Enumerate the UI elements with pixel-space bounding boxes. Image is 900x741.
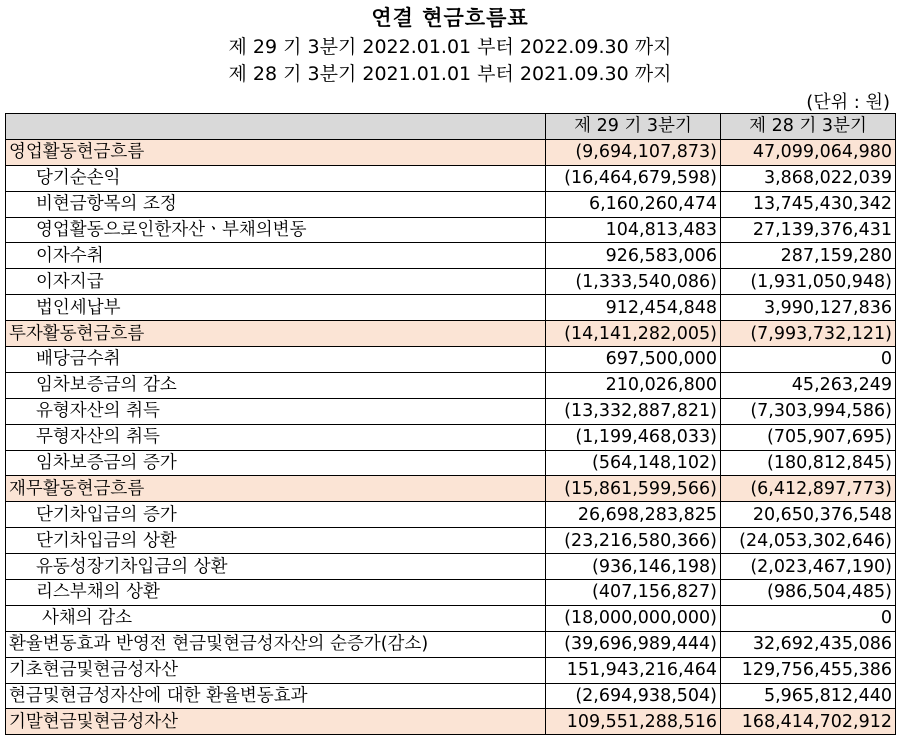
column-header-prior: 제 28 기 3분기 — [721, 114, 896, 140]
row-prior-value: 27,139,376,431 — [721, 217, 896, 243]
table-row — [6, 683, 896, 709]
row-prior-value: (986,504,485) — [721, 580, 896, 606]
row-label: 비현금항목의 조정 — [6, 191, 546, 217]
table-row — [6, 450, 896, 476]
row-label: 이자수취 — [6, 243, 546, 269]
row-current-value: (23,216,580,366) — [546, 528, 721, 554]
row-current-value: 26,698,283,825 — [546, 502, 721, 528]
row-prior-value: (7,993,732,121) — [721, 321, 896, 347]
row-prior-value: 13,745,430,342 — [721, 191, 896, 217]
table-row — [6, 398, 896, 424]
row-current-value: 926,583,006 — [546, 243, 721, 269]
table-row — [6, 347, 896, 373]
row-label: 단기차입금의 증가 — [6, 502, 546, 528]
column-header-label — [6, 114, 546, 140]
row-label: 배당금수취 — [6, 347, 546, 373]
statement-title: 연결 현금흐름표 — [371, 6, 529, 30]
row-prior-value: (2,023,467,190) — [721, 554, 896, 580]
table-row — [6, 269, 896, 295]
row-prior-value: (7,303,994,586) — [721, 398, 896, 424]
row-label: 재무활동현금흐름 — [6, 476, 546, 502]
row-label: 유형자산의 취득 — [6, 398, 546, 424]
row-label: 영업활동현금흐름 — [6, 139, 546, 165]
row-prior-value: 45,263,249 — [721, 372, 896, 398]
row-current-value: (9,694,107,873) — [546, 139, 721, 165]
table-row — [6, 528, 896, 554]
table-row — [6, 139, 896, 165]
row-current-value: (16,464,679,598) — [546, 165, 721, 191]
row-current-value: (15,861,599,566) — [546, 476, 721, 502]
row-label: 기말현금및현금성자산 — [6, 709, 546, 735]
period-current: 제 29 기 3분기 2022.01.01 부터 2022.09.30 까지 — [228, 36, 672, 58]
row-label: 기초현금및현금성자산 — [6, 657, 546, 683]
row-label: 임차보증금의 증가 — [6, 450, 546, 476]
row-current-value: (936,146,198) — [546, 554, 721, 580]
row-current-value: 151,943,216,464 — [546, 657, 721, 683]
row-prior-value: 129,756,455,386 — [721, 657, 896, 683]
row-current-value: 104,813,483 — [546, 217, 721, 243]
row-current-value: (13,332,887,821) — [546, 398, 721, 424]
row-current-value: (564,148,102) — [546, 450, 721, 476]
table-row — [6, 191, 896, 217]
row-current-value: (407,156,827) — [546, 580, 721, 606]
row-label: 유동성장기차입금의 상환 — [6, 554, 546, 580]
period-prior: 제 28 기 3분기 2021.01.01 부터 2021.09.30 까지 — [228, 63, 672, 85]
row-prior-value: 287,159,280 — [721, 243, 896, 269]
row-label: 현금및현금성자산에 대한 환율변동효과 — [6, 683, 546, 709]
row-label: 사채의 감소 — [6, 605, 546, 631]
row-prior-value: 32,692,435,086 — [721, 631, 896, 657]
table-row — [6, 709, 896, 735]
row-current-value: 912,454,848 — [546, 295, 721, 321]
row-prior-value: (180,812,845) — [721, 450, 896, 476]
table-row — [6, 295, 896, 321]
column-header-current: 제 29 기 3분기 — [546, 114, 721, 140]
row-prior-value: 20,650,376,548 — [721, 502, 896, 528]
row-current-value: (1,333,540,086) — [546, 269, 721, 295]
row-current-value: 697,500,000 — [546, 347, 721, 373]
row-prior-value: (6,412,897,773) — [721, 476, 896, 502]
table-row — [6, 631, 896, 657]
row-current-value: 6,160,260,474 — [546, 191, 721, 217]
table-row — [6, 217, 896, 243]
table-row — [6, 243, 896, 269]
row-prior-value: 0 — [721, 347, 896, 373]
row-current-value: (1,199,468,033) — [546, 424, 721, 450]
row-current-value: 109,551,288,516 — [546, 709, 721, 735]
row-label: 리스부채의 상환 — [6, 580, 546, 606]
row-label: 법인세납부 — [6, 295, 546, 321]
row-prior-value: (1,931,050,948) — [721, 269, 896, 295]
table-row — [6, 372, 896, 398]
row-label: 당기순손익 — [6, 165, 546, 191]
table-row — [6, 580, 896, 606]
row-current-value: (39,696,989,444) — [546, 631, 721, 657]
table-header-row — [6, 114, 896, 140]
row-label: 환율변동효과 반영전 현금및현금성자산의 순증가(감소) — [6, 631, 546, 657]
row-prior-value: 168,414,702,912 — [721, 709, 896, 735]
table-row — [6, 165, 896, 191]
row-current-value: (14,141,282,005) — [546, 321, 721, 347]
table-row — [6, 502, 896, 528]
row-prior-value: (705,907,695) — [721, 424, 896, 450]
row-prior-value: (24,053,302,646) — [721, 528, 896, 554]
table-row — [6, 476, 896, 502]
row-label: 무형자산의 취득 — [6, 424, 546, 450]
row-label: 단기차입금의 상환 — [6, 528, 546, 554]
row-current-value: (18,000,000,000) — [546, 605, 721, 631]
row-label: 이자지급 — [6, 269, 546, 295]
row-prior-value: 0 — [721, 605, 896, 631]
unit-label: (단위 : 원) — [806, 92, 890, 113]
table-row — [6, 554, 896, 580]
table-row — [6, 321, 896, 347]
row-current-value: 210,026,800 — [546, 372, 721, 398]
row-current-value: (2,694,938,504) — [546, 683, 721, 709]
table-row — [6, 424, 896, 450]
row-label: 영업활동으로인한자산ㆍ부채의변동 — [6, 217, 546, 243]
row-prior-value: 3,990,127,836 — [721, 295, 896, 321]
row-label: 임차보증금의 감소 — [6, 372, 546, 398]
row-prior-value: 47,099,064,980 — [721, 139, 896, 165]
row-prior-value: 3,868,022,039 — [721, 165, 896, 191]
cash-flow-table — [5, 113, 896, 735]
table-row — [6, 657, 896, 683]
row-prior-value: 5,965,812,440 — [721, 683, 896, 709]
row-label: 투자활동현금흐름 — [6, 321, 546, 347]
table-row — [6, 605, 896, 631]
